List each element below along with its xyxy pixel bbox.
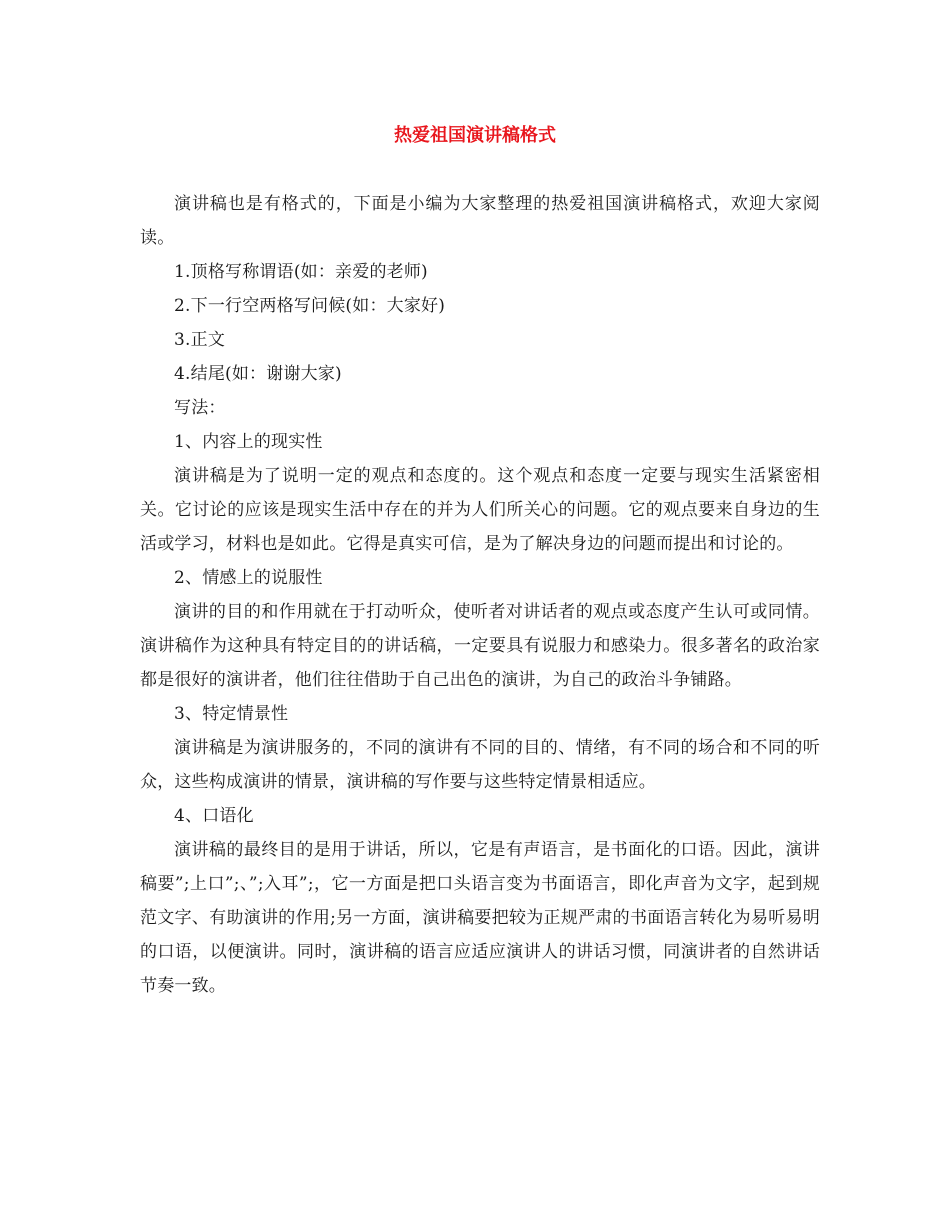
document-title: 热爱祖国演讲稿格式 (394, 125, 556, 146)
section-paragraph-2: 演讲的目的和作用就在于打动听众，使听者对讲话者的观点或态度产生认可或同情。演讲稿作为这种具有特定目的的讲话稿，一定要具有说服力和感染力。很多著名的政治家都是很好的演讲者，他们往往借助于自己出色的演讲，为自己的政治斗争铺路。 (140, 602, 820, 690)
document-body (140, 187, 820, 1003)
format-item-3: 3.正文 (174, 330, 226, 350)
intro-paragraph: 演讲稿也是有格式的，下面是小编为大家整理的热爱祖国演讲稿格式，欢迎大家阅读。 (140, 194, 820, 248)
section-heading-3: 3、特定情景性 (174, 704, 289, 724)
section-heading-4: 4、口语化 (174, 806, 254, 826)
section-heading-1: 1、内容上的现实性 (174, 432, 323, 452)
format-item-2: 2.下一行空两格写问候(如：大家好) (174, 296, 446, 316)
writing-method-heading: 写法： (174, 398, 226, 418)
format-item-4: 4.结尾(如：谢谢大家) (174, 364, 342, 384)
section-paragraph-3: 演讲稿是为演讲服务的，不同的演讲有不同的目的、情绪，有不同的场合和不同的听众，这些构成演讲的情景，演讲稿的写作要与这些特定情景相适应。 (140, 738, 820, 792)
section-paragraph-4: 演讲稿的最终目的是用于讲话，所以，它是有声语言，是书面化的口语。因此，演讲稿要”;上口”;、”;入耳”;，它一方面是把口头语言变为书面语言，即化声音为文字，起到规范文字、有助演讲的作用;另一方面，演讲稿要把较为正规严肃的书面语言转化为易听易明的口语，以便演讲。同时，演讲稿的语言应适应演讲人的讲话习惯，同演讲者的自然讲话节奏一致。 (140, 840, 820, 996)
format-item-1: 1.顶格写称谓语(如：亲爱的老师) (174, 262, 428, 282)
section-paragraph-1: 演讲稿是为了说明一定的观点和态度的。这个观点和态度一定要与现实生活紧密相关。它讨论的应该是现实生活中存在的并为人们所关心的问题。它的观点要来自身边的生活或学习，材料也是如此。它得是真实可信，是为了解决身边的问题而提出和讨论的。 (140, 466, 820, 554)
section-heading-2: 2、情感上的说服性 (174, 568, 323, 588)
